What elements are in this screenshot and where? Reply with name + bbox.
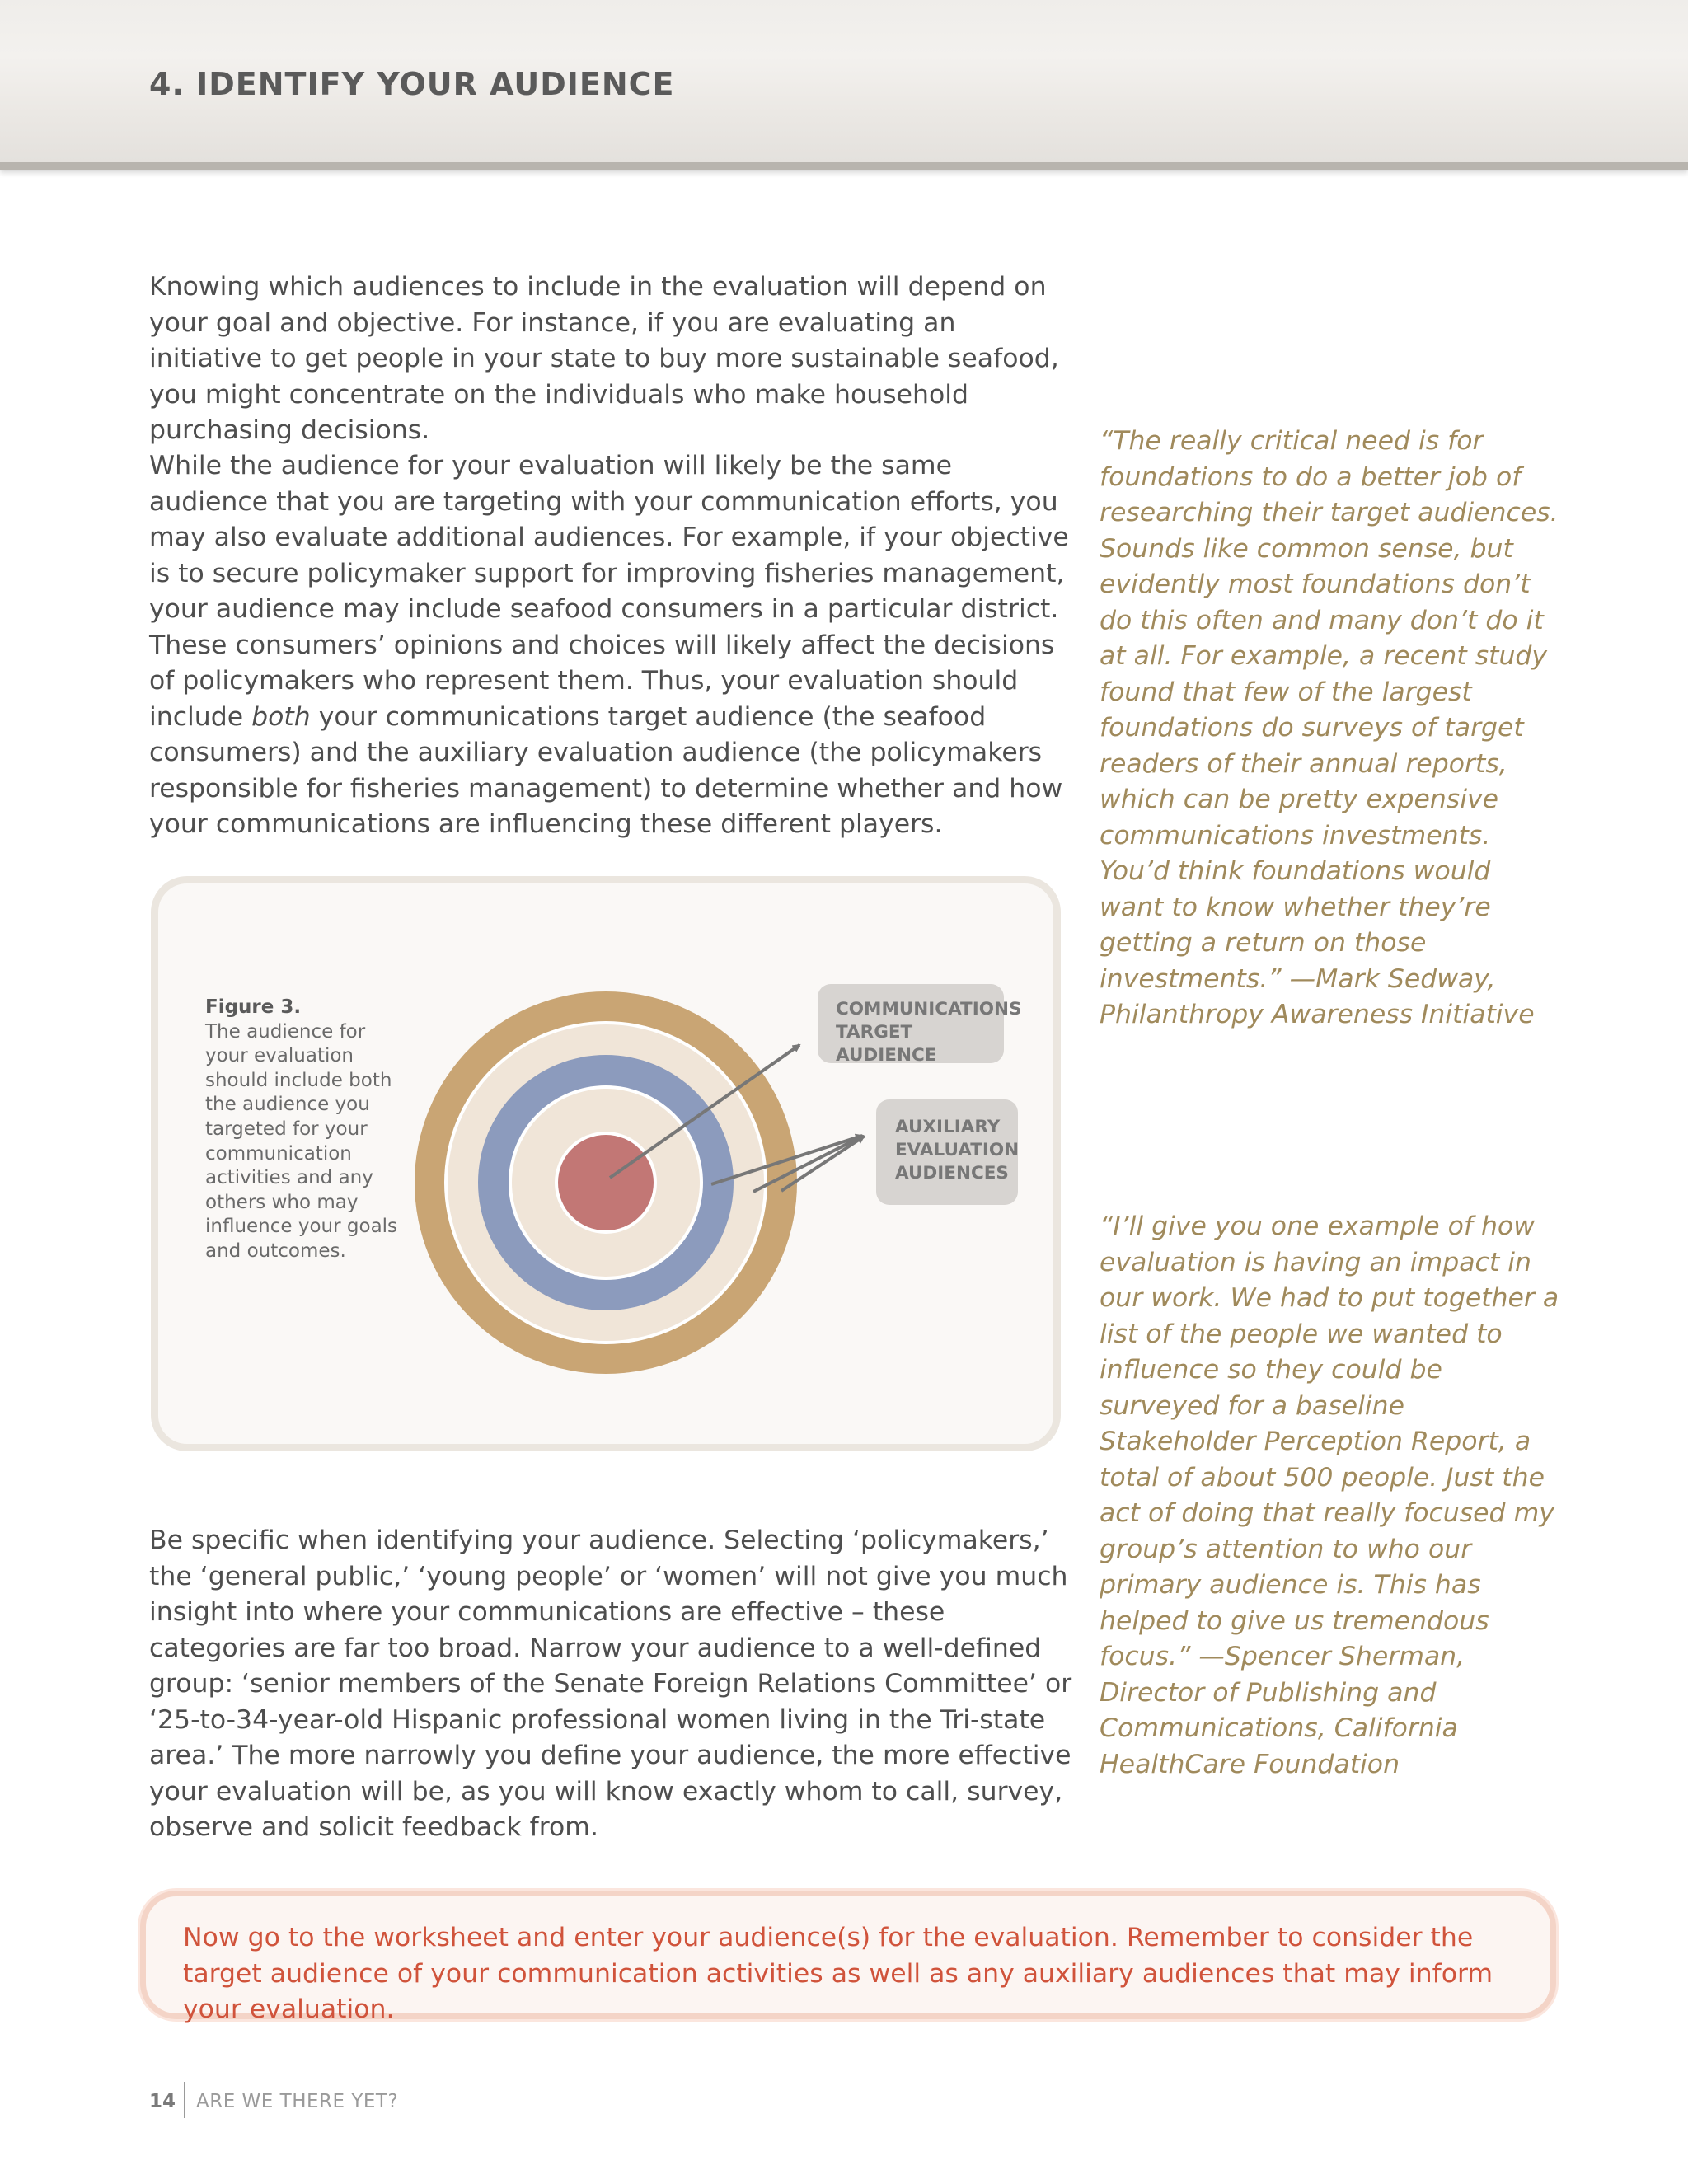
label-line: AUDIENCES bbox=[895, 1163, 1009, 1183]
intro-paragraph-2-after: your communications target audience (the seafood consumers) and the auxiliary evaluation audience (the policymakers responsible for fisheries management) to determine whether and how your communications are influencing these different players. bbox=[149, 701, 1063, 839]
quote-sherman: “I’ll give you one example of how evaluation is having an impact in our work. We had to put together a list of the people we wanted to influence so they could be surveyed for a baseline Stakeholder Perception Report, a total of about 500 people. Just the act of doing that really focused my group’s attention to who our primary audience is. This has helped to give us tremendous focus.” —Spencer Sherman, Director of Publishing and Communications, California HealthCare Foundation bbox=[1100, 1212, 1559, 1779]
intro-paragraph-2 bbox=[149, 448, 1072, 843]
body-paragraph-specific: Be specific when identifying your audience. Selecting ‘policymakers,’ the ‘general public,’ ‘young people’ or ‘women’ will not give you much insight into where your communications are effective – these categories are far too broad. Narrow your audience to a well-defined group: ‘senior members of the Senate Foreign Relations Committee’ or ‘25-to-34-year-old Hispanic professional women living in the Tri-state area.’ The more narrowly you define your audience, the more effective your evaluation will be, as you will know exactly whom to call, survey, observe and solicit feedback from. bbox=[149, 1526, 1072, 1842]
figure-caption-text: The audience for your evaluation should include both the audience you targeted for your communication activities and any others who may influence your goals and outcomes. bbox=[205, 1020, 398, 1262]
bullseye bbox=[558, 1135, 654, 1230]
label-line: TARGET AUDIENCE bbox=[836, 1022, 937, 1066]
worksheet-callout-text: Now go to the worksheet and enter your audience(s) for the evaluation. Remember to consider the target audience of your communication activities as well as any auxiliary audiences that may inform your evaluation. bbox=[183, 1923, 1493, 2024]
label-auxiliary-evaluation-audiences bbox=[876, 1099, 1018, 1205]
publication-title: ARE WE THERE YET? bbox=[196, 2091, 399, 2112]
label-line: COMMUNICATIONS bbox=[836, 999, 1022, 1019]
emphasis-both: both bbox=[251, 701, 311, 732]
figure-title: Figure 3. bbox=[205, 996, 302, 1018]
footer-divider bbox=[184, 2082, 185, 2118]
intro-paragraph-2-before: While the audience for your evaluation will likely be the same audience that you are targeting with your communication efforts, you may also evaluate additional audiences. For example, if your objective is to secure policymaker support for improving fisheries management, your audience may include seafood consumers in a particular district. These consumers’ opinions and choices will likely affect the decisions of policymakers who represent them. Thus, your evaluation should include bbox=[149, 451, 1069, 732]
page-number: 14 bbox=[149, 2091, 176, 2112]
quote-sedway: “The really critical need is for foundations to do a better job of researching their target audiences. Sounds like common sense, but evidently most foundations don’t do this often and many don’t do it at all. For example, a recent study found that few of the largest foundations do surveys of target readers of their annual reports, which can be pretty expensive communications investments. You’d think foundations would want to know whether they’re getting a return on those investments.” —Mark Sedway, Philanthropy Awareness Initiative bbox=[1100, 426, 1559, 1029]
label-line: AUXILIARY bbox=[895, 1117, 1001, 1137]
section-title: 4. IDENTIFY YOUR AUDIENCE bbox=[149, 66, 675, 102]
label-line: EVALUATION bbox=[895, 1140, 1020, 1160]
intro-paragraph-1: Knowing which audiences to include in the evaluation will depend on your goal and objective. For instance, if you are evaluating an initiative to get people in your state to buy more sustainable seafood, you might concentrate on the individuals who make household purchasing decisions. bbox=[149, 272, 1059, 445]
label-communications-target-audience bbox=[818, 984, 1022, 1066]
